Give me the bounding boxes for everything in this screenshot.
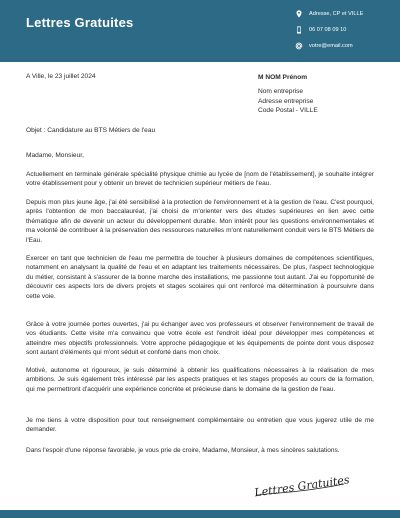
recipient-postal: Code Postal - VILLE <box>258 107 318 115</box>
paragraph-closing: Dans l'espoir d'une réponse favorable, je vous prie de croire, Madame, Monsieur, à mes sincères salutations. <box>26 447 340 454</box>
paragraph-qualities: Motivé, autonome et rigoureux, je suis déterminé à obtenir les qualifications nécessaires à la réalisation de mes ambitions. Je suis également très intéressé par les aspects pratiques et les stages proposés au cours de la formation, qui me permettront d'acquérir une expérience concrète et précieuse dans le domaine de la gestion de l'eau. <box>26 367 374 393</box>
brand-title: Lettres Gratuites <box>26 15 134 30</box>
contact-phone <box>294 22 363 38</box>
paragraph-school: Grâce à votre journée portes ouvertes, j'ai pu échanger avec vos professeurs et observer l'environnement de travail de vos étudiants. Cette visite m'a convaincu que votre école est l'endroit idéal pour développer mes compétences et atteindre mes objectifs professionnels. Votre approche pédagogique et les équipements de pointe dont vous disposez sont autant d'éléments qui m'ont séduit et conforté dans mon choix. <box>26 321 374 357</box>
contact-block <box>294 6 363 54</box>
contact-email <box>294 38 363 54</box>
location-pin-icon <box>294 10 303 19</box>
paragraph-profession: Exercer en tant que technicien de l'eau me permettra de toucher à plusieurs domaines de compétences scientifiques, notamment en analysant la qualité de l'eau et en adaptant les traitements nécessaires. De plus, l'aspect technologique du métier, consistant à s'assurer de la bonne marche des installations, me passionne tout autant. J'ai eu l'opportunité de découvrir ces aspects lors de divers projets et stages scolaires qui ont renforcé ma détermination à poursuivre dans cette voie. <box>26 255 374 300</box>
salutation: Madame, Monsieur, <box>26 152 84 159</box>
address-text: Adresse, CP et VILLE <box>309 11 364 17</box>
signature-text: Lettres Gratuites <box>253 473 350 500</box>
recipient-address: Adresse entreprise <box>258 97 314 105</box>
place-date: A Ville, le 23 juillet 2024 <box>26 73 96 80</box>
phone-icon <box>294 26 303 35</box>
recipient-block <box>258 73 318 116</box>
footer-bar <box>0 510 400 518</box>
phone-text: 06 07 08 09 10 <box>309 27 347 33</box>
letter-object: Objet : Candidature au BTS Métiers de l'eau <box>26 127 156 134</box>
signature <box>250 462 350 502</box>
paragraph-motivation: Depuis mon plus jeune âge, j'ai été sensibilisé à la protection de l'environnement et à la gestion de l'eau. C'est pourquoi, après l'obtention de mon baccalauréat, j'ai choisi de m'orienter vers des études supérieures en lien avec cette thématique afin de devenir un acteur du développement durable. Mon intérêt pour les questions environnementales et ma volonté de contribuer à la préservation des ressources naturelles m'ont naturellement conduit vers le BTS Métiers de l'Eau. <box>26 199 374 244</box>
paragraph-availability: Je me tiens à votre disposition pour tout renseignement complémentaire ou entretien que vous jugerez utile de me demander. <box>26 417 374 434</box>
at-sign-icon <box>294 42 303 51</box>
email-text: votre@email.com <box>309 43 353 49</box>
header-bar <box>0 0 400 62</box>
contact-address <box>294 6 363 22</box>
recipient-company: Nom entreprise <box>258 88 304 96</box>
paragraph-intro: Actuellement en terminale générale spécialité physique chimie au lycée de [nom de l'établissement], je souhaite intégrer votre établissement pour y obtenir un brevet de technicien supérieur métiers de l'eau. <box>26 171 374 188</box>
recipient-name: M NOM Prénom <box>258 74 308 81</box>
